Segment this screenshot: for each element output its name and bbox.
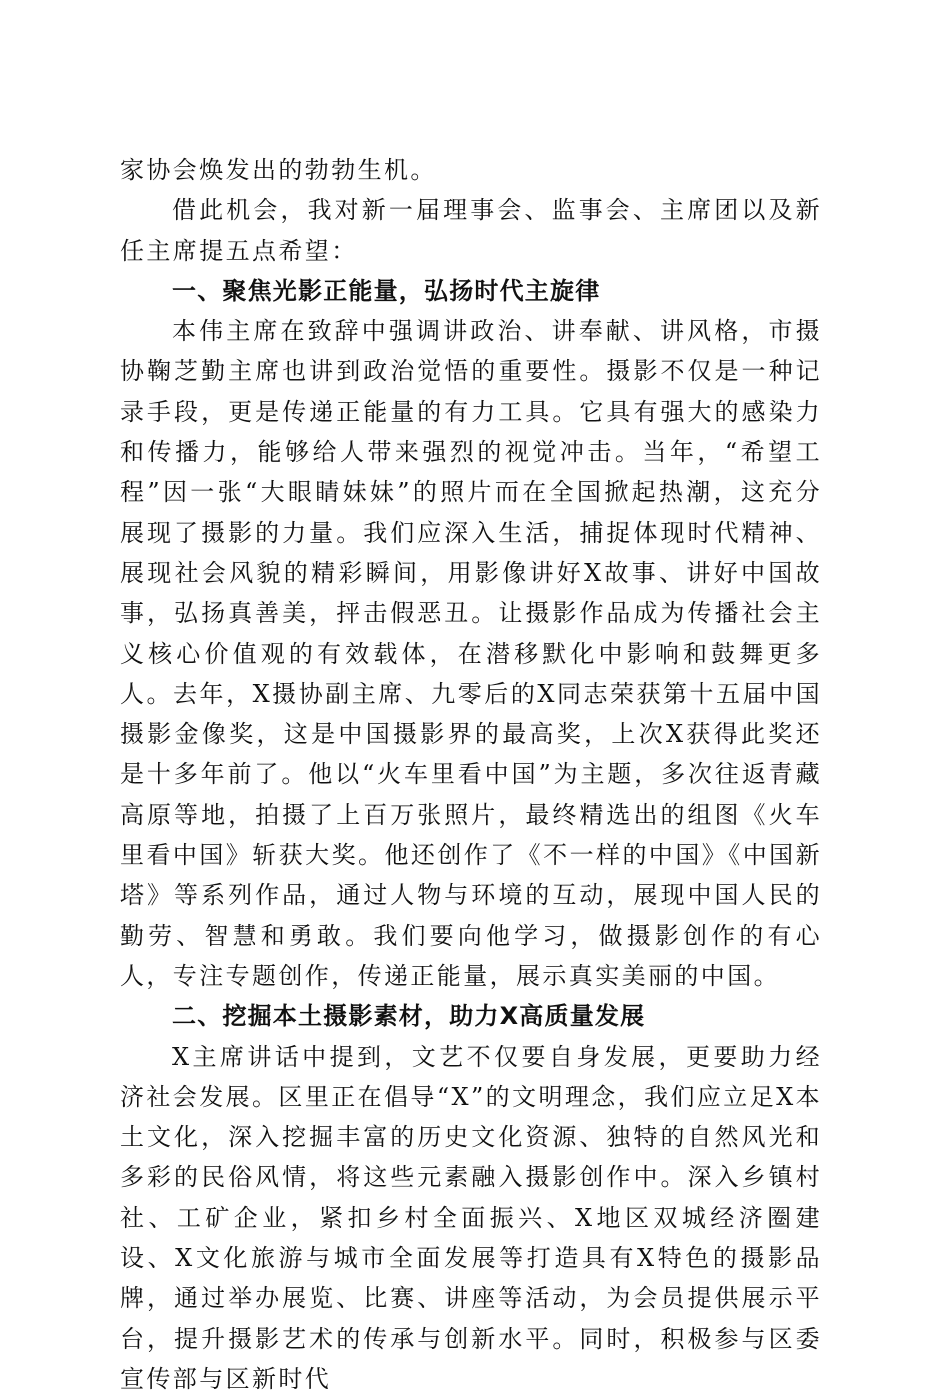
section-heading-2: 二、挖掘本土摄影素材，助力X高质量发展 <box>172 1002 646 1031</box>
paragraph-section-1: 本伟主席在致辞中强调讲政治、讲奉献、讲风格，市摄协鞠芝勤主席也讲到政治觉悟的重要性。摄影不仅是一种记录手段，更是传递正能量的有力工具。它具有强大的感染力和传播力，能够给人带来强烈的视觉冲击。当年，“希望工程”因一张“大眼睛妹妹”的照片而在全国掀起热潮，这充分展现了摄影的力量。我们应深入生活，捕捉体现时代精神、展现社会风貌的精彩瞬间，用影像讲好X故事、讲好中国故事，弘扬真善美，抨击假恶丑。让摄影作品成为传播社会主义核心价值观的有效载体，在潜移默化中影响和鼓舞更多人。去年，X摄协副主席、九零后的X同志荣获第十五届中国摄影金像奖，这是中国摄影界的最高奖，上次X获得此奖还是十多年前了。他以“火车里看中国”为主题，多次往返青藏高原等地，拍摄了上百万张照片，最终精选出的组图《火车里看中国》斩获大奖。他还创作了《不一样的中国》《中国新塔》等系列作品，通过人物与环境的互动，展现中国人民的勤劳、智慧和勇敢。我们要向他学习，做摄影创作的有心人，专注专题创作，传递正能量，展示真实美丽的中国。 <box>120 317 822 990</box>
section-heading-1: 一、聚焦光影正能量，弘扬时代主旋律 <box>172 276 601 305</box>
paragraph-section-2: X主席讲话中提到，文艺不仅要自身发展，更要助力经济社会发展。区里正在倡导“X”的文明理念，我们应立足X本土文化，深入挖掘丰富的历史文化资源、独特的自然风光和多彩的民俗风情，将这些元素融入摄影创作中。深入乡镇村社、工矿企业，紧扣乡村全面振兴、X地区双城经济圈建设、X文化旅游与城市全面发展等打造具有X特色的摄影品牌，通过举办展览、比赛、讲座等活动，为会员提供展示平台，提升摄影艺术的传承与创新水平。同时，积极参与区委宣传部与区新时代 <box>120 1042 822 1393</box>
paragraph-five-hopes: 借此机会，我对新一届理事会、监事会、主席团以及新任主席提五点希望： <box>120 196 822 265</box>
paragraph-continuation: 家协会焕发出的勃勃生机。 <box>120 156 437 184</box>
document-body <box>120 150 822 1399</box>
